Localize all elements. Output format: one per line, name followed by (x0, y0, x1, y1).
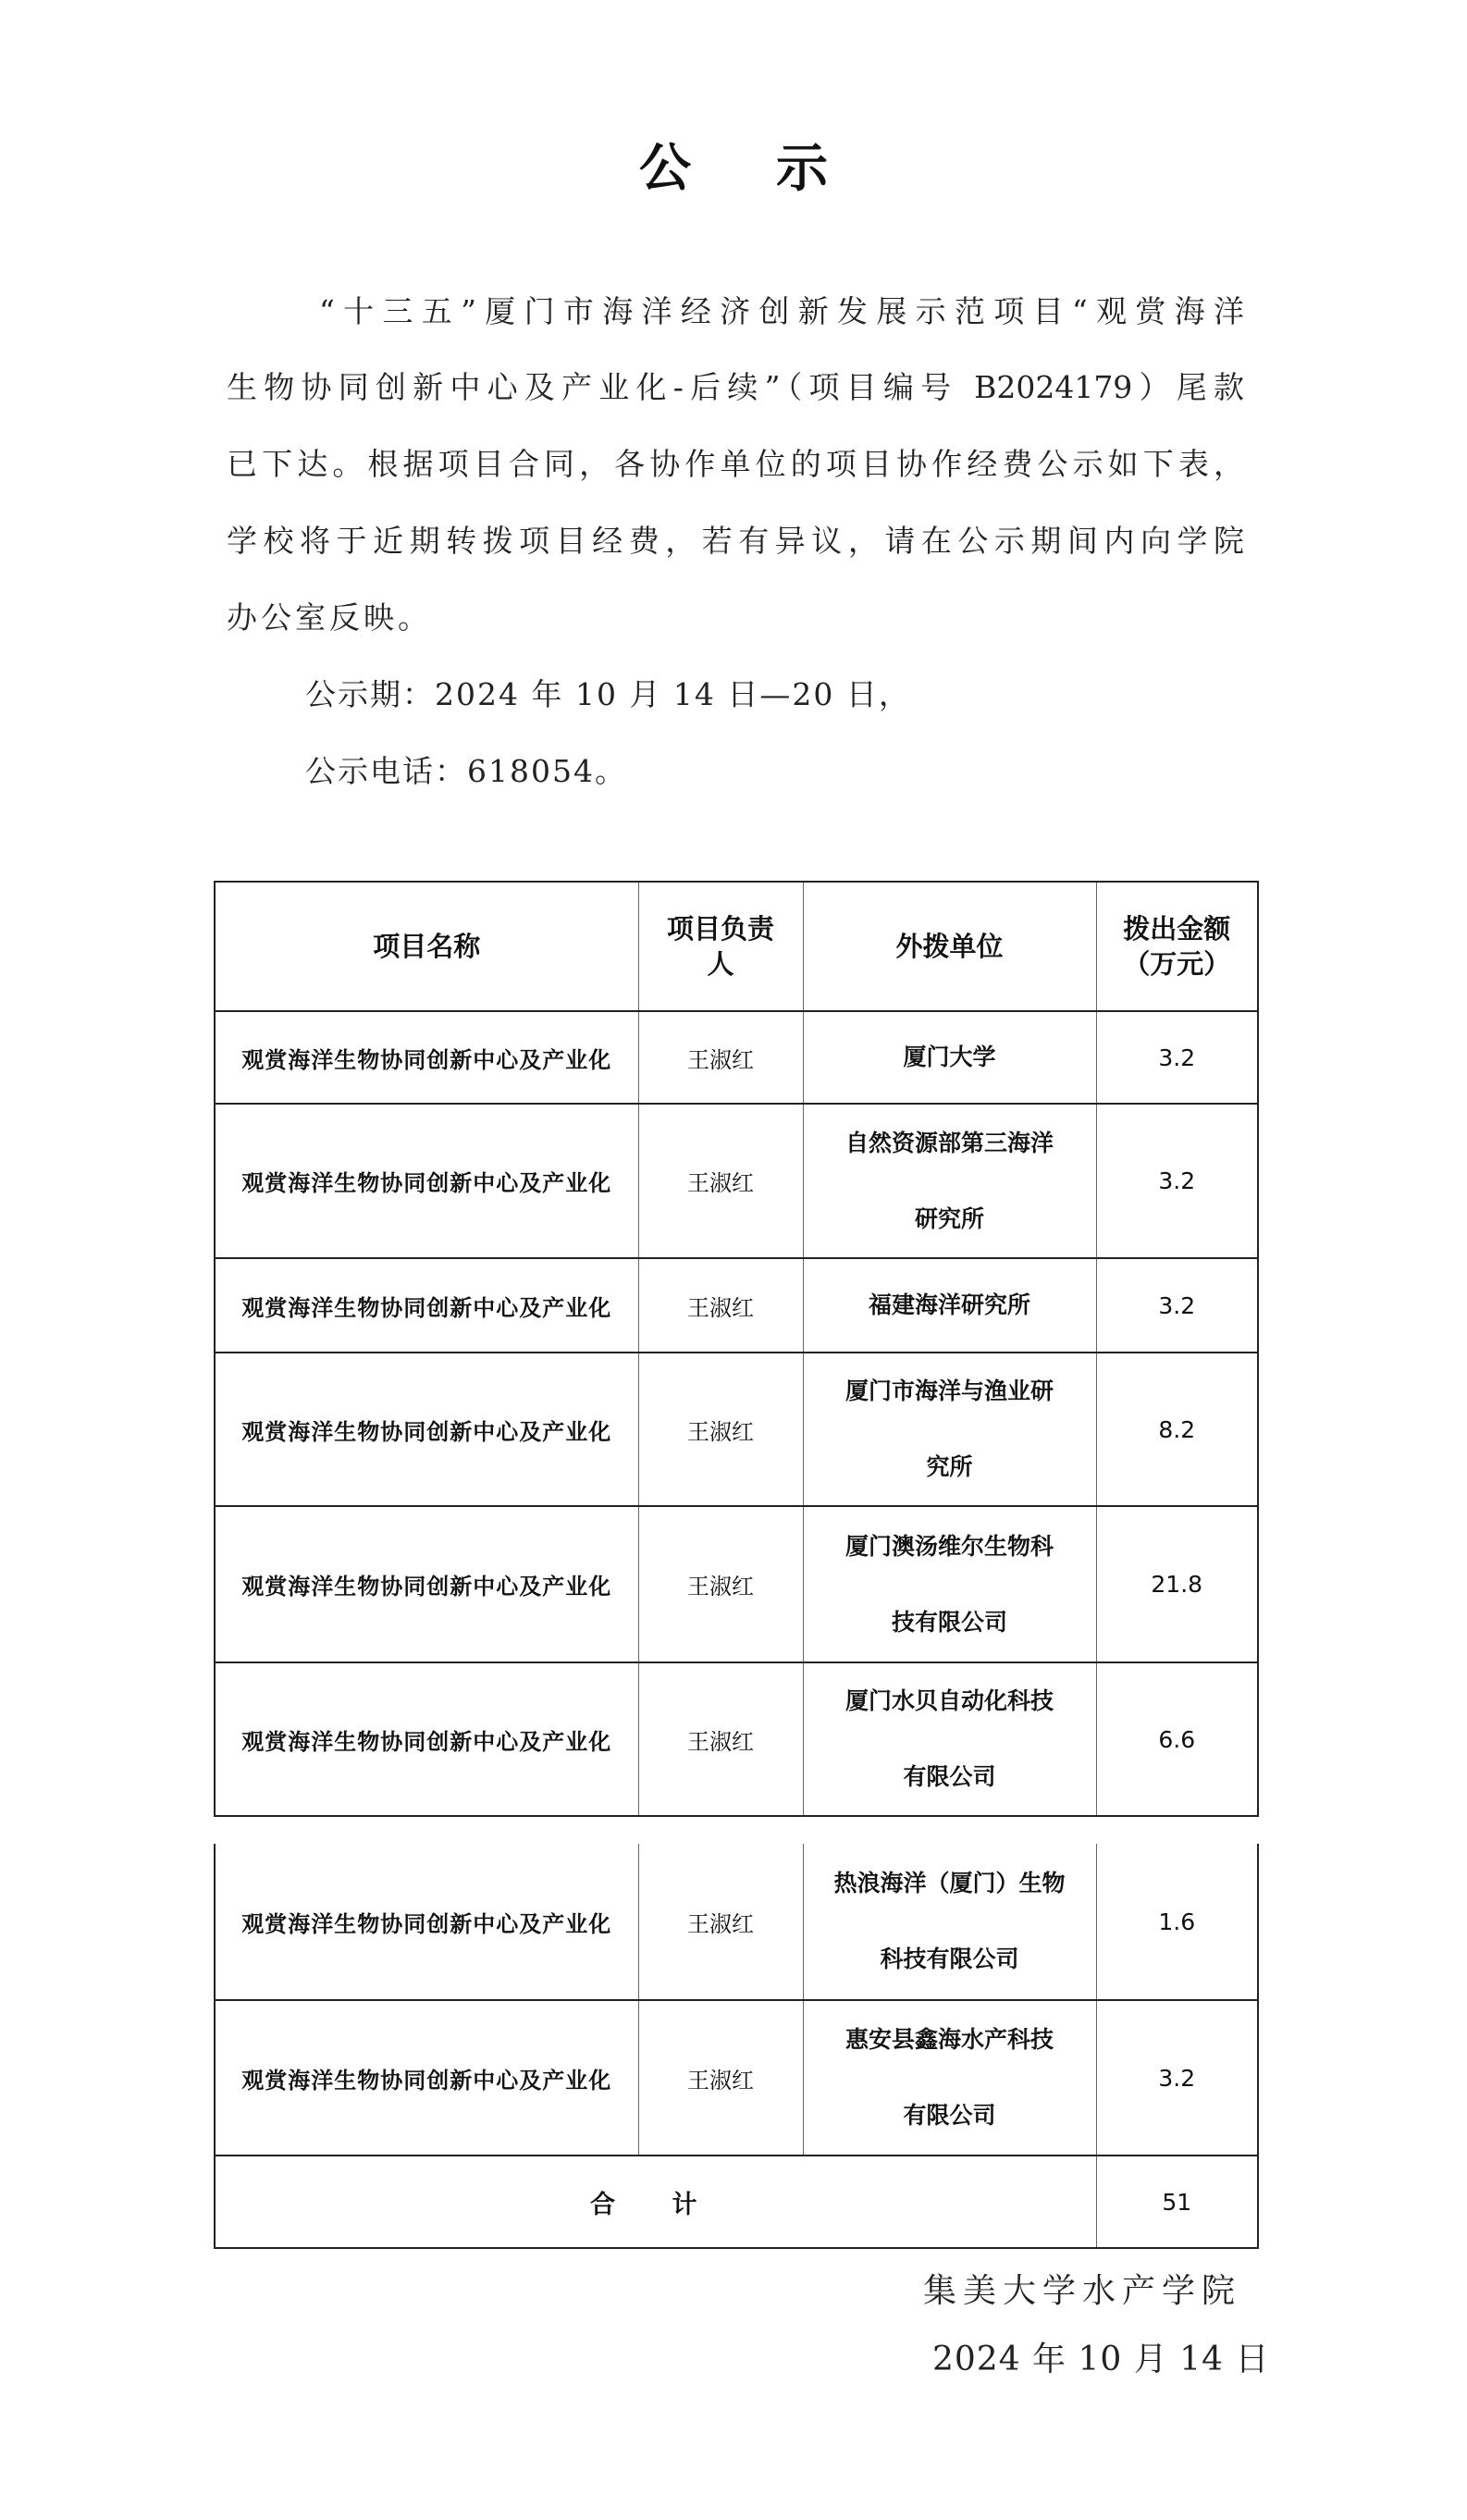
funding-table (214, 881, 1259, 1817)
unit-line: 厦门水贝自动化科技 (844, 1687, 1054, 1714)
header-project-name: 项目名称 (215, 882, 638, 1011)
signature-organization: 集美大学水产学院 (923, 2272, 1242, 2310)
notice-period: 公示期：2024 年 10 月 14 日—20 日， (305, 676, 911, 712)
table-row (215, 2000, 1258, 2156)
cell-amount: 3.2 (1096, 2000, 1258, 2156)
cell-unit (803, 1353, 1096, 1506)
table-header-row (215, 882, 1258, 1011)
signature-date: 2024 年 10 月 14 日 (932, 2341, 1270, 2378)
cell-unit (803, 1258, 1096, 1353)
total-label: 合 计 (215, 2156, 1096, 2248)
funding-table-continued (214, 1844, 1259, 2249)
header-leader-line: 人 (707, 948, 734, 980)
table-row (215, 1011, 1258, 1104)
cell-project: 观赏海洋生物协同创新中心及产业化 (215, 1011, 638, 1104)
cell-leader: 王淑红 (638, 1353, 803, 1506)
unit-line: 福建海洋研究所 (868, 1291, 1030, 1318)
cell-unit (803, 1104, 1096, 1258)
table-row (215, 1104, 1258, 1258)
cell-unit (803, 1662, 1096, 1816)
title-char: 示 (776, 138, 828, 199)
cell-project: 观赏海洋生物协同创新中心及产业化 (215, 1506, 638, 1662)
table-total-row (215, 2156, 1258, 2248)
cell-unit (803, 1011, 1096, 1104)
page-title (0, 139, 1467, 198)
table-row (215, 1506, 1258, 1662)
cell-unit (803, 1844, 1096, 2000)
cell-project: 观赏海洋生物协同创新中心及产业化 (215, 1662, 638, 1816)
cell-amount: 1.6 (1096, 1844, 1258, 2000)
cell-leader: 王淑红 (638, 1011, 803, 1104)
table-row (215, 1844, 1258, 2000)
body-line: 学校将于近期转拨项目经费，若有异议，请在公示期间内向学院 (227, 523, 1244, 559)
unit-line: 厦门市海洋与渔业研 (844, 1377, 1054, 1404)
unit-line: 研究所 (914, 1204, 984, 1232)
unit-line: 有限公司 (903, 2102, 996, 2129)
cell-leader: 王淑红 (638, 1662, 803, 1816)
body-line: 办公室反映。 (227, 599, 432, 636)
unit-line: 自然资源部第三海洋 (844, 1129, 1054, 1156)
unit-line: 技有限公司 (891, 1608, 1007, 1636)
cell-unit (803, 1506, 1096, 1662)
cell-leader: 王淑红 (638, 1844, 803, 2000)
cell-project: 观赏海洋生物协同创新中心及产业化 (215, 1258, 638, 1353)
cell-leader: 王淑红 (638, 1258, 803, 1353)
unit-line: 惠安县鑫海水产科技 (844, 2026, 1054, 2053)
header-leader (638, 882, 803, 1011)
unit-line: 热浪海洋（厦门）生物 (833, 1870, 1066, 1896)
cell-leader: 王淑红 (638, 2000, 803, 2156)
cell-unit (803, 2000, 1096, 2156)
unit-line: 科技有限公司 (880, 1946, 1019, 1972)
cell-amount: 3.2 (1096, 1011, 1258, 1104)
header-amount-line: （万元） (1123, 948, 1231, 980)
total-value: 51 (1096, 2156, 1258, 2248)
table-row (215, 1258, 1258, 1353)
header-amount (1096, 882, 1258, 1011)
body-line: 生物协同创新中心及产业化-后续”（项目编号 B2024179）尾款 (227, 369, 1244, 405)
unit-line: 究所 (926, 1453, 973, 1480)
cell-project: 观赏海洋生物协同创新中心及产业化 (215, 1104, 638, 1258)
header-amount-line: 拨出金额 (1123, 913, 1231, 945)
cell-project: 观赏海洋生物协同创新中心及产业化 (215, 2000, 638, 2156)
header-leader-line: 项目负责 (666, 913, 774, 945)
body-line: “十三五”厦门市海洋经济创新发展示范项目“观赏海洋 (319, 293, 1244, 329)
cell-leader: 王淑红 (638, 1104, 803, 1258)
unit-line: 有限公司 (903, 1763, 996, 1790)
table-row (215, 1353, 1258, 1506)
header-unit: 外拨单位 (803, 882, 1096, 1011)
cell-project: 观赏海洋生物协同创新中心及产业化 (215, 1353, 638, 1506)
cell-amount: 6.6 (1096, 1662, 1258, 1816)
cell-project: 观赏海洋生物协同创新中心及产业化 (215, 1844, 638, 2000)
cell-amount: 21.8 (1096, 1506, 1258, 1662)
cell-leader: 王淑红 (638, 1506, 803, 1662)
table-row (215, 1662, 1258, 1816)
title-char: 公 (639, 138, 691, 199)
cell-amount: 3.2 (1096, 1104, 1258, 1258)
notice-phone: 公示电话：618054。 (305, 753, 627, 789)
unit-line: 厦门大学 (903, 1044, 996, 1070)
unit-line: 厦门澳汤维尔生物科 (844, 1532, 1054, 1560)
body-line: 已下达。根据项目合同，各协作单位的项目协作经费公示如下表， (227, 446, 1244, 482)
cell-amount: 3.2 (1096, 1258, 1258, 1353)
cell-amount: 8.2 (1096, 1353, 1258, 1506)
